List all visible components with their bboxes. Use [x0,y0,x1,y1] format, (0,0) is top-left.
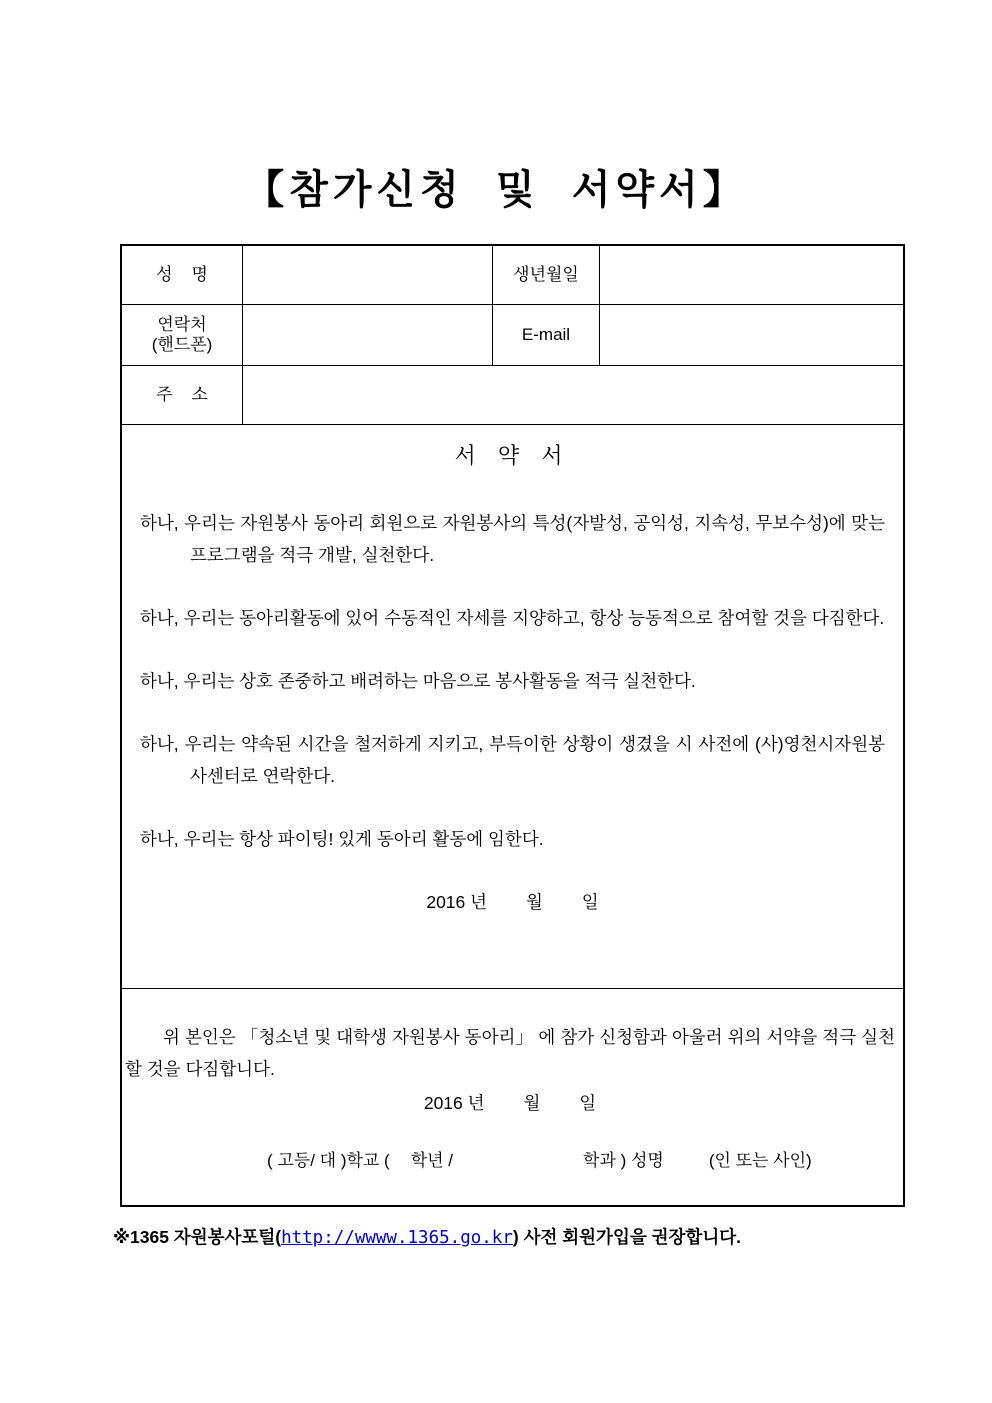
contact-label [122,305,243,365]
form-container [120,244,905,1207]
agreement-statement: 위 본인은 「청소년 및 대학생 자원봉사 동아리」 에 참가 신청함과 아울러 위의 서약을 적극 실천할 것을 다짐합니다. [125,1027,895,1079]
contact-field[interactable] [243,305,493,365]
pledge-item-2: 하나, 우리는 동아리활동에 있어 수동적인 자세를 지양하고, 항상 능동적으로 참여할 것을 다짐한다. [140,608,885,628]
table-row [122,246,903,305]
pledge-item-5: 하나, 우리는 항상 파이팅! 있게 동아리 활동에 임한다. [140,829,544,849]
name-field[interactable] [243,246,493,304]
table-row [122,305,903,366]
name-label: 성 명 [122,246,243,304]
birthdate-field[interactable] [600,246,903,304]
pledge-date-line: 2016 년 월 일 [426,892,599,912]
pledge-item-3: 하나, 우리는 상호 존중하고 배려하는 마음으로 봉사활동을 적극 실천한다. [140,671,696,691]
address-field[interactable] [243,366,903,424]
table-row [122,366,903,425]
signature-department-name-segment: 학과 ) 성명 [583,1151,664,1170]
agreement-date-line: 2016 년 월 일 [423,1093,597,1113]
agreement-section [122,989,903,1205]
pledge-item-4: 하나, 우리는 약속된 시간을 철저하게 지키고, 부득이한 상황이 생겼을 시 사전에 (사)영천시자원봉사센터로 연락한다. [140,734,885,786]
footer-suffix: ) 사전 회원가입을 권장합니다. [512,1227,742,1247]
pledge-section [122,425,903,989]
portal-link[interactable]: http://wwww.1365.go.kr [281,1228,513,1248]
email-label: E-mail [493,305,600,365]
page-title: 【참가신청 및 서약서】 [244,168,748,212]
signature-line [267,1145,895,1177]
signature-school-segment: ( 고등/ 대 )학교 ( [267,1151,390,1170]
contact-label-line1: 연락처 [157,315,207,334]
address-label: 주 소 [122,366,243,424]
pledge-item-1: 하나, 우리는 자원봉사 동아리 회원으로 자원봉사의 특성(자발성, 공익성, 지속성, 무보수성)에 맞는 프로그램을 적극 개발, 실천한다. [140,513,885,565]
birthdate-label: 생년월일 [493,246,600,304]
contact-label-line2: (핸드폰) [151,335,213,354]
footer-prefix: ※1365 자원봉사포털( [113,1227,282,1247]
pledge-heading: 서 약 서 [454,443,571,468]
signature-seal-segment: (인 또는 사인) [708,1151,812,1170]
email-field[interactable] [600,305,903,365]
footer-note [113,1222,741,1253]
signature-grade-segment: 학년 / [410,1151,454,1170]
